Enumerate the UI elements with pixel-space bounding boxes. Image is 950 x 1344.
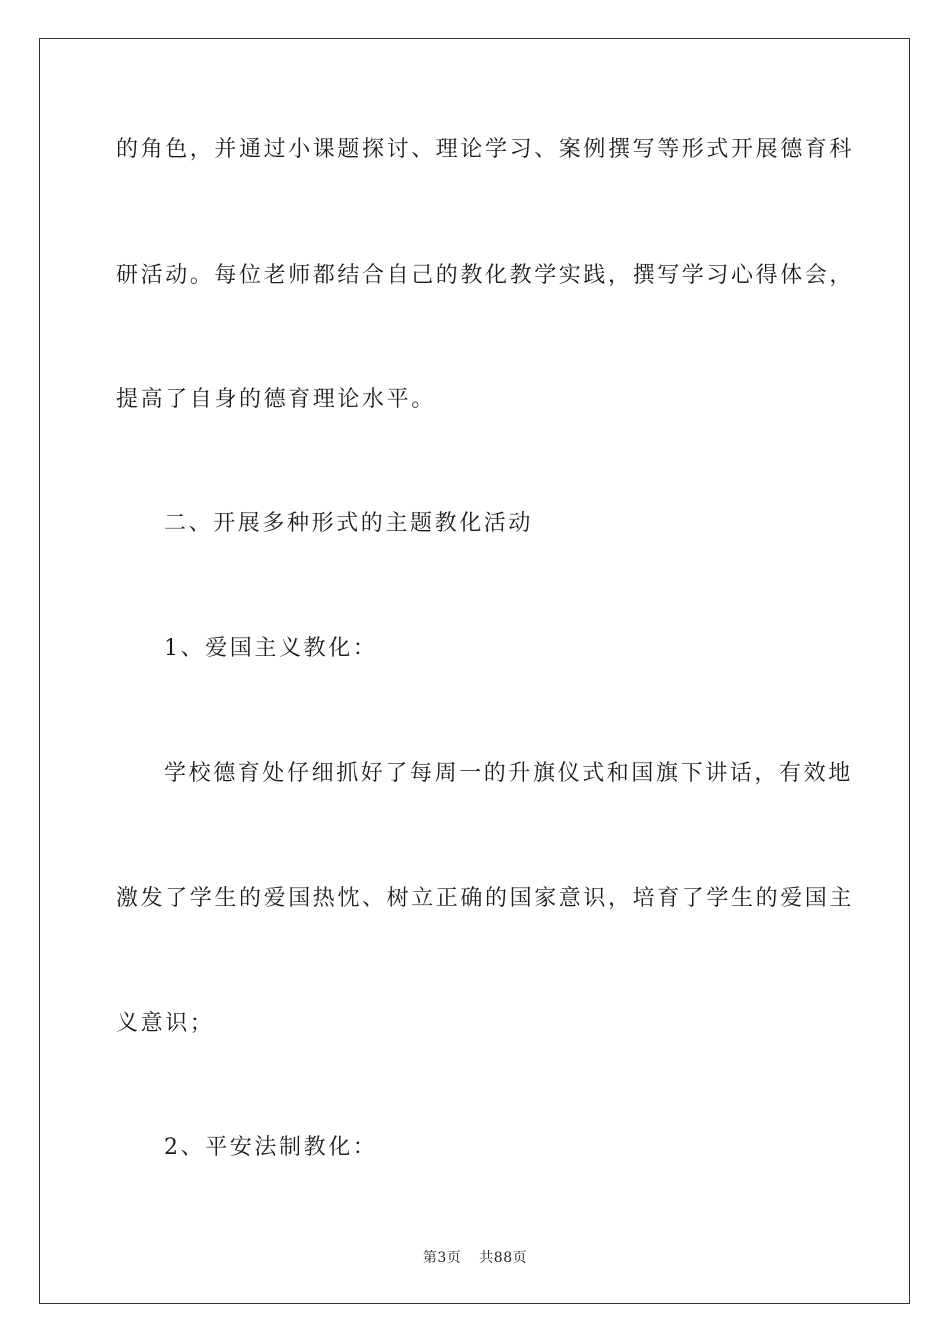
body-text-line: 提高了自身的德育理论水平。 <box>116 387 436 412</box>
body-text-line: 的角色，并通过小课题探讨、理论学习、案例撰写等形式开展德育科 <box>116 137 855 162</box>
subsection-heading: 1、爱国主义教化： <box>164 636 378 661</box>
total-pages: 共88页 <box>479 1250 528 1266</box>
page-footer <box>0 1247 950 1267</box>
body-text-line: 学校德育处仔细抓好了每周一的升旗仪式和国旗下讲话，有效地 <box>164 761 853 786</box>
body-text-line: 义意识； <box>116 1011 215 1036</box>
page-number: 第3页 <box>422 1250 462 1266</box>
subsection-heading: 2、平安法制教化： <box>164 1135 378 1160</box>
body-text-line: 激发了学生的爱国热忱、树立正确的国家意识，培育了学生的爱国主 <box>116 886 855 911</box>
page-frame <box>39 38 910 1304</box>
section-heading: 二、开展多种形式的主题教化活动 <box>164 511 534 536</box>
body-text-line: 研活动。每位老师都结合自己的教化教学实践，撰写学习心得体会， <box>116 263 855 288</box>
